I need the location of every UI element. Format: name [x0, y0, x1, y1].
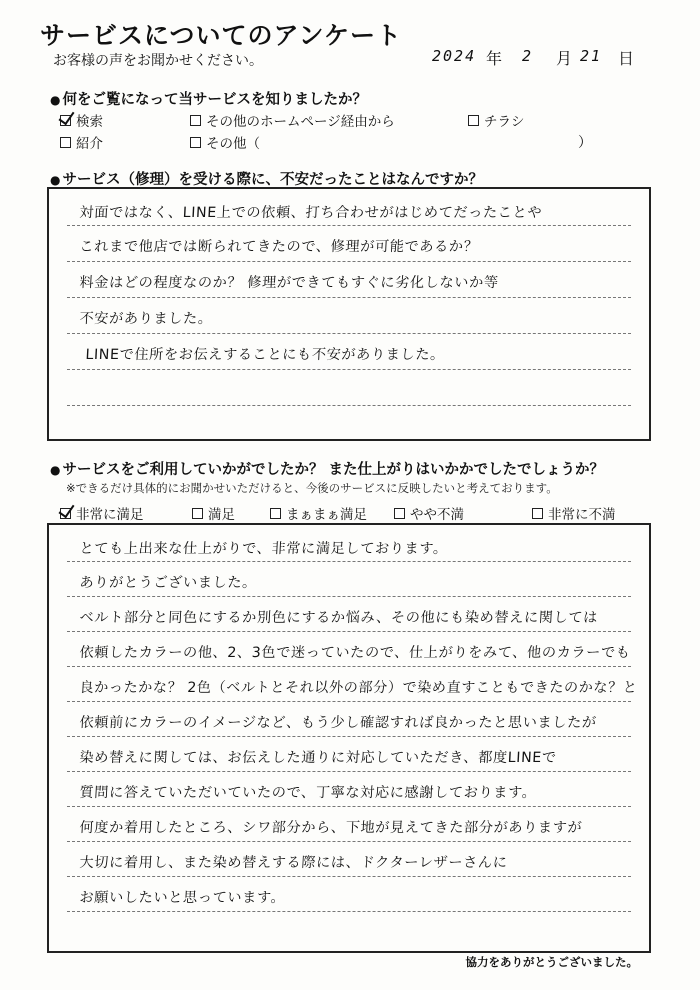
ruled-line [67, 806, 631, 807]
checkbox-icon[interactable] [60, 508, 71, 519]
ruled-line [67, 631, 631, 632]
q2-question [50, 168, 483, 189]
ruled-line [67, 369, 631, 370]
q2-answer-line: 不安がありました。 [79, 311, 213, 327]
q1-question [50, 88, 367, 109]
q3-answer-line: 質問に答えていただいていたので、丁寧な対応に感謝しております。 [79, 785, 537, 801]
ruled-line [67, 261, 631, 262]
q1-question-text: 何をご覧になって当サービスを知りましたか？ [62, 92, 367, 108]
q3-question [50, 458, 604, 479]
ruled-line [67, 333, 631, 334]
checkbox-icon[interactable] [192, 508, 203, 519]
q1-option-label: その他のホームページ経由から [206, 114, 395, 130]
q3-answer-line: とても上出来な仕上がりで、非常に満足しております。 [79, 541, 449, 557]
q3-note: ※できるだけ具体的にお聞かせいただけると、今後のサービスに反映したいと考えております。 [66, 481, 558, 495]
q3-option-somewhat-dissatisfied[interactable] [394, 503, 464, 523]
q3-answer-line: 染め替えに関しては、お伝えした通りに対応していただき、都度LINEで [79, 750, 558, 766]
q1-other-close: ） [578, 135, 592, 151]
ruled-line [67, 911, 631, 912]
date-day-value[interactable]: 21 [580, 47, 603, 65]
q2-question-text: サービス（修理）を受ける際に、不安だったことはなんですか？ [62, 172, 483, 188]
ruled-line [67, 701, 631, 702]
q3-option-satisfied[interactable] [192, 503, 235, 523]
ruled-line [67, 596, 631, 597]
q2-answer-box[interactable] [47, 187, 651, 441]
checkbox-icon[interactable] [468, 115, 479, 126]
date-year-label: 年 [486, 49, 503, 68]
q3-question-text: サービスをご利用していかがでしたか？ また仕上がりはいかかでしたでしょうか？ [62, 462, 605, 478]
ruled-line [67, 736, 631, 737]
q1-option-search[interactable] [60, 110, 103, 130]
q3-option-label: 非常に不満 [548, 507, 616, 523]
ruled-line [67, 297, 631, 298]
ruled-line [67, 561, 631, 562]
q3-option-very-satisfied[interactable] [60, 503, 144, 523]
date-month-value[interactable]: 2 [522, 47, 534, 65]
date-day-label: 日 [618, 49, 635, 68]
survey-subtitle: お客様の声をお聞かせください。 [53, 53, 263, 69]
date-month-label: 月 [556, 49, 573, 68]
q3-answer-line: 大切に着用し、また染め替えする際には、ドクターレザーさんに [79, 855, 508, 871]
checkbox-icon[interactable] [60, 137, 71, 148]
q3-answer-line: 何度か着用したところ、シワ部分から、下地が見えてきた部分がありますが [79, 820, 583, 836]
checkbox-icon[interactable] [60, 115, 71, 126]
ruled-line [67, 876, 631, 877]
checkbox-icon[interactable] [190, 137, 201, 148]
q1-option-flyer[interactable] [468, 110, 525, 130]
q2-answer-line: これまで他店では断られてきたので、修理が可能であるか？ [79, 239, 479, 255]
q1-option-label: チラシ [484, 114, 525, 130]
q2-answer-line: LINEで住所をお伝えすることにも不安がありました。 [85, 347, 446, 363]
ruled-line [67, 405, 631, 406]
q1-option-referral[interactable] [60, 132, 103, 152]
q3-option-label: やや不満 [410, 507, 464, 523]
q1-option-label: 紹介 [76, 136, 103, 152]
footer-thanks: 協力をありがとうございました。 [465, 955, 638, 969]
q3-option-somewhat-satisfied[interactable] [270, 503, 367, 523]
q3-answer-box[interactable] [47, 523, 651, 953]
checkbox-icon[interactable] [270, 508, 281, 519]
q1-option-other[interactable] [190, 132, 260, 152]
ruled-line [67, 771, 631, 772]
q3-answer-line: お願いしたいと思っています。 [79, 890, 286, 906]
q3-answer-line: 依頼前にカラーのイメージなど、もう少し確認すれば良かったと思いましたが [79, 715, 598, 731]
q3-answer-line: 依頼したカラーの他、2、3色で迷っていたので、仕上がりをみて、他のカラーでも [79, 645, 631, 661]
q3-option-label: まぁまぁ満足 [286, 507, 367, 523]
bullet-icon: ● [50, 173, 61, 187]
q2-answer-line: 料金はどの程度なのか？ 修理ができてもすぐに劣化しないか等 [79, 275, 500, 291]
ruled-line [67, 666, 631, 667]
checkbox-icon[interactable] [394, 508, 405, 519]
checkbox-icon[interactable] [190, 115, 201, 126]
q2-answer-line: 対面ではなく、LINE上での依頼、打ち合わせがはじめてだったことや [79, 205, 543, 221]
checkbox-icon[interactable] [532, 508, 543, 519]
q3-answer-line: ベルト部分と同色にするか別色にするか悩み、その他にも染め替えに関しては [79, 610, 599, 626]
q1-option-other-homepage[interactable] [190, 110, 395, 130]
ruled-line [67, 841, 631, 842]
q3-option-label: 非常に満足 [76, 507, 144, 523]
q1-option-label: 検索 [76, 114, 103, 130]
bullet-icon: ● [50, 93, 61, 107]
date-year-value[interactable]: 2024 [432, 47, 477, 65]
q3-option-very-dissatisfied[interactable] [532, 503, 616, 523]
q3-answer-line: ありがとうございました。 [79, 575, 258, 591]
q1-option-label: その他（ [206, 136, 260, 152]
survey-title: サービスについてのアンケート [40, 21, 403, 50]
q3-option-label: 満足 [208, 507, 235, 523]
ruled-line [67, 225, 631, 226]
q3-answer-line: 良かったかな？ 2色（ベルトとそれ以外の部分）で染め直すこともできたのかな？と [79, 680, 638, 696]
bullet-icon: ● [50, 463, 61, 477]
